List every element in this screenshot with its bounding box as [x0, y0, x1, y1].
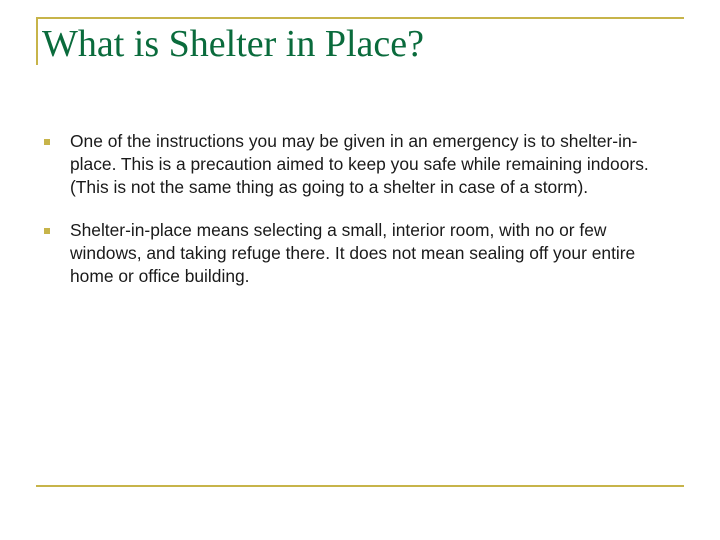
left-rule — [36, 17, 38, 65]
bullet-text: Shelter-in-place means selecting a small, interior room, with no or few windows, and taking refuge there. It does not mean sealing off your entire home or office building. — [70, 220, 636, 286]
bullet-item — [40, 130, 680, 199]
bullet-text: One of the instructions you may be given in an emergency is to shelter-in-place. This is a precaution aimed to keep you safe while remaining indoors. (This is not the same thing as going to a shelter in case of a storm). — [70, 131, 649, 197]
bullet-item — [40, 219, 680, 288]
bullet-list — [40, 130, 680, 308]
square-bullet-icon — [44, 228, 50, 234]
slide-title: What is Shelter in Place? — [42, 23, 424, 65]
bottom-rule — [36, 485, 684, 487]
square-bullet-icon — [44, 139, 50, 145]
top-rule — [36, 17, 684, 19]
